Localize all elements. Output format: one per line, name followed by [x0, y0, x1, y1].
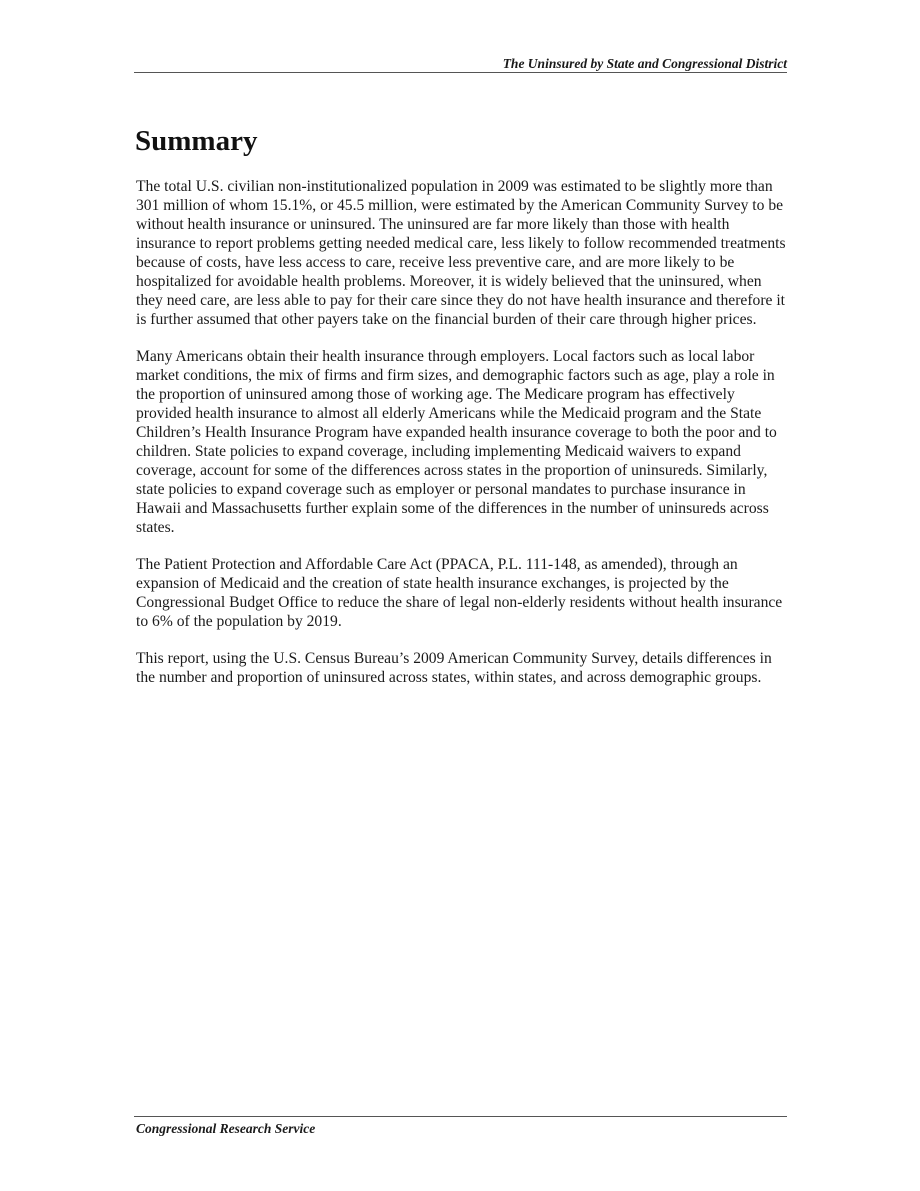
running-header: The Uninsured by State and Congressional District [502, 56, 787, 71]
summary-paragraph-1: The total U.S. civilian non-institutionalized population in 2009 was estimated to be slightly more than 301 million of whom 15.1%, or 45.5 million, were estimated by the American Community Survey to be without health insurance or uninsured. The uninsured are far more likely than those with health insurance to report problems getting needed medical care, less likely to follow recommended treatments because of costs, have less access to care, receive less preventive care, and are more likely to be hospitalized for avoidable health problems. Moreover, it is widely believed that the uninsured, when they need care, are less able to pay for their care since they do not have health insurance and therefore it is further assumed that other payers take on the financial burden of their care through higher prices. [136, 178, 786, 328]
page-title: Summary [135, 125, 258, 157]
summary-paragraph-3: The Patient Protection and Affordable Care Act (PPACA, P.L. 111-148, as amended), through an expansion of Medicaid and the creation of state health insurance exchanges, is projected by the Congressional Budget Office to reduce the share of legal non-elderly residents without health insurance to 6% of the population by 2019. [136, 556, 783, 630]
header-divider [134, 72, 787, 73]
summary-body [136, 177, 786, 705]
summary-paragraph-2: Many Americans obtain their health insurance through employers. Local factors such as local labor market conditions, the mix of firms and firm sizes, and demographic factors such as age, play a role in the proportion of uninsured among those of working age. The Medicare program has effectively provided health insurance to almost all elderly Americans while the Medicaid program and the State Children’s Health Insurance Program have expanded health insurance coverage to both the poor and to children. State policies to expand coverage, including implementing Medicaid waivers to expand coverage, account for some of the differences across states in the proportion of uninsureds. Similarly, state policies to expand coverage such as employer or personal mandates to purchase insurance in Hawaii and Massachusetts further explain some of the differences in the number of uninsureds across states. [136, 348, 777, 536]
summary-paragraph-4: This report, using the U.S. Census Bureau’s 2009 American Community Survey, details differences in the number and proportion of uninsured across states, within states, and across demographic groups. [136, 650, 772, 686]
footer-divider [134, 1116, 787, 1117]
running-footer: Congressional Research Service [136, 1121, 316, 1136]
